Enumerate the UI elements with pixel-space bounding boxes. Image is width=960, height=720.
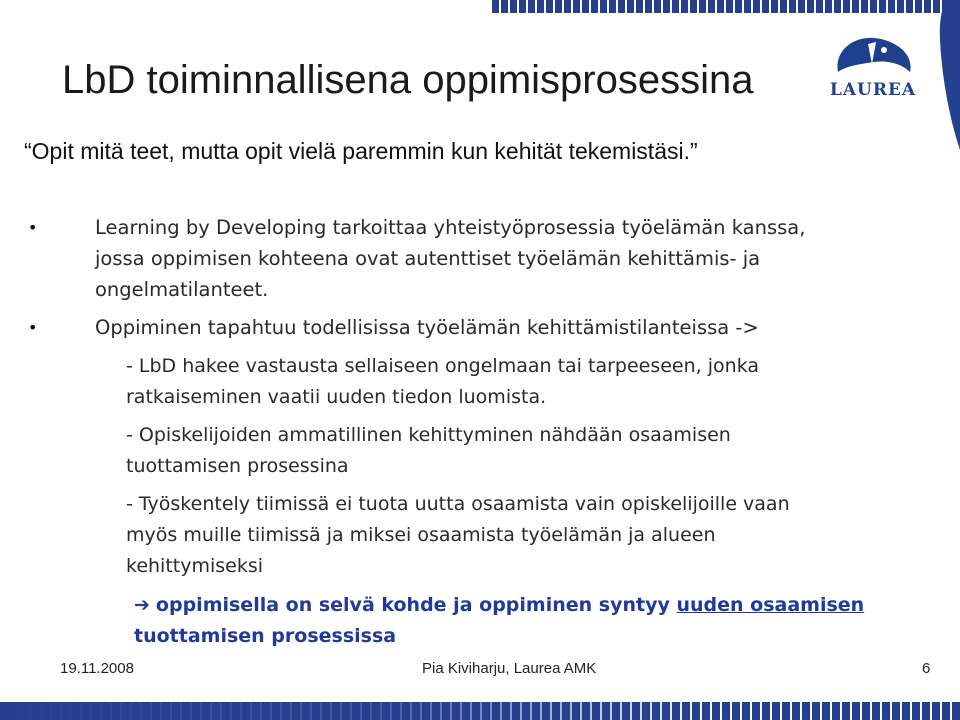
bullet-text — [95, 312, 895, 343]
top-decorative-stripe — [0, 0, 960, 13]
bullet-line: Oppiminen tapahtuu todellisissa työelämän kehittämistilanteissa -> — [95, 316, 759, 339]
logo-wordmark: LAUREA — [829, 80, 917, 100]
corner-curve-decoration — [920, 0, 960, 150]
bullet-text — [95, 212, 895, 305]
bottom-decorative-stripe — [0, 702, 960, 720]
conclusion-part-1: oppimisella on selvä kohde ja oppiminen syntyy — [155, 594, 677, 616]
page-number: 6 — [922, 660, 931, 677]
bullet-line: ongelmatilanteet. — [95, 278, 269, 301]
sub-item-line: ratkaiseminen vaatii uuden tiedon luomista. — [126, 386, 547, 408]
slide-quote: “Opit mitä teet, mutta opit vielä paremmin kun kehität tekemistäsi.” — [24, 138, 698, 164]
sub-item — [126, 351, 896, 413]
bullet-marker: • — [28, 318, 38, 337]
conclusion-text — [134, 590, 924, 652]
sub-item — [126, 489, 896, 582]
conclusion-line-1 — [134, 590, 924, 621]
conclusion-line-2: tuottamisen prosessissa — [134, 625, 397, 647]
sub-item-line: - Työskentely tiimissä ei tuota uutta osaamista vain opiskelijoille vaan — [126, 493, 790, 515]
bullet-line: jossa oppimisen kohteena ovat autenttiset työelämän kehittämis- ja — [95, 247, 761, 270]
footer-author: Pia Kiviharju, Laurea AMK — [422, 660, 597, 677]
sub-item-line: myös muille tiimissä ja miksei osaamista työelämän ja alueen — [126, 524, 716, 546]
sub-item — [126, 420, 896, 482]
footer-date: 19.11.2008 — [60, 660, 134, 677]
conclusion-underlined: uuden osaamisen — [676, 594, 865, 616]
bullet-marker: • — [28, 218, 38, 237]
sub-item-line: - Opiskelijoiden ammatillinen kehittyminen nähdään osaamisen — [126, 424, 731, 446]
sub-item-line: kehittymiseksi — [126, 555, 264, 577]
slide-title: LbD toiminnallisena oppimisprosessina — [62, 58, 754, 102]
right-arrow-icon: ➔ — [134, 594, 150, 616]
sub-item-line: - LbD hakee vastausta sellaiseen ongelmaan tai tarpeeseen, jonka — [126, 355, 760, 377]
bullet-line: Learning by Developing tarkoittaa yhteistyöprosessia työelämän kanssa, — [95, 216, 806, 239]
sub-item-line: tuottamisen prosessina — [126, 455, 349, 477]
